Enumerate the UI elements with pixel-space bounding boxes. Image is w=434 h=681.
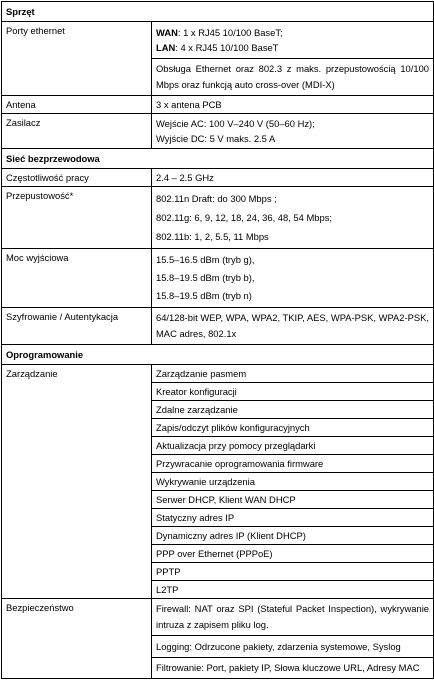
lan-value: : 4 x RJ45 10/100 BaseT bbox=[175, 42, 279, 53]
throughput-b: 802.11b: 1, 2, 5.5, 11 Mbps bbox=[156, 231, 269, 242]
value-power-supply bbox=[152, 114, 434, 149]
throughput-g: 802.11g: 6, 9, 12, 18, 24, 36, 48, 54 Mbps; bbox=[156, 212, 332, 223]
row-output-power bbox=[2, 249, 434, 308]
row-security bbox=[2, 599, 434, 636]
label-security: Bezpieczeństwo bbox=[2, 599, 152, 679]
section-row-hardware bbox=[2, 2, 434, 22]
wan-line bbox=[156, 25, 429, 40]
value-frequency: 2.4 – 2.5 GHz bbox=[152, 169, 434, 187]
section-row-software bbox=[2, 345, 434, 365]
throughput-n: 802.11n Draft: do 300 Mbps ; bbox=[156, 193, 277, 204]
list-item: Aktualizacja przy pomocy przeglądarki bbox=[152, 437, 434, 455]
label-output-power: Moc wyjściowa bbox=[2, 249, 152, 308]
section-title-software: Oprogramowanie bbox=[2, 345, 434, 365]
label-frequency: Częstotliwość pracy bbox=[2, 169, 152, 187]
value-throughput bbox=[152, 187, 434, 249]
list-item: Zapis/odczyt plików konfiguracyjnych bbox=[152, 419, 434, 437]
power-out: Wyjście DC: 5 V maks. 2.5 A bbox=[156, 133, 276, 144]
power-in: Wejście AC: 100 V–240 V (50–60 Hz); bbox=[156, 118, 315, 129]
power-mode-n: 15.8–19.5 dBm (tryb n) bbox=[156, 290, 252, 301]
label-encryption: Szyfrowanie / Autentykacja bbox=[2, 308, 152, 345]
value-ethernet-support: Obsługa Ethernet oraz 802.3 z maks. przepustowością 10/100 Mbps oraz funkcją auto cross-over (MDI-X) bbox=[152, 59, 434, 96]
row-ports bbox=[2, 22, 434, 59]
list-item: L2TP bbox=[152, 581, 434, 599]
row-frequency bbox=[2, 169, 434, 187]
list-item: Serwer DHCP, Klient WAN DHCP bbox=[152, 491, 434, 509]
list-item: Firewall: NAT oraz SPI (Stateful Packet Inspection), wykrywanie intruza z zapisem pliku log. bbox=[152, 599, 434, 636]
wan-key: WAN bbox=[156, 27, 178, 38]
row-throughput bbox=[2, 187, 434, 249]
list-item: Dynamiczny adres IP (Klient DHCP) bbox=[152, 527, 434, 545]
section-row-wireless bbox=[2, 149, 434, 169]
spec-table bbox=[1, 1, 434, 679]
list-item: Kreator konfiguracji bbox=[152, 383, 434, 401]
label-management: Zarządzanie bbox=[2, 365, 152, 599]
list-item: Logging: Odrzucone pakiety, zdarzenia systemowe, Syslog bbox=[152, 636, 434, 658]
lan-key: LAN bbox=[156, 42, 176, 53]
label-power-supply: Zasilacz bbox=[2, 114, 152, 149]
value-encryption: 64/128-bit WEP, WPA, WPA2, TKIP, AES, WPA-PSK, WPA2-PSK, MAC adres, 802.1x bbox=[152, 308, 434, 345]
list-item: Wykrywanie urządzenia bbox=[152, 473, 434, 491]
list-item: Przywracanie oprogramowania firmware bbox=[152, 455, 434, 473]
row-management bbox=[2, 365, 434, 383]
label-antenna: Antena bbox=[2, 96, 152, 114]
list-item: Zdalne zarządzanie bbox=[152, 401, 434, 419]
row-power-supply bbox=[2, 114, 434, 149]
list-item: Zarządzanie pasmem bbox=[152, 365, 434, 383]
value-wan-lan bbox=[152, 22, 434, 59]
list-item: Statyczny adres IP bbox=[152, 509, 434, 527]
section-title-hardware: Sprzęt bbox=[2, 2, 434, 22]
power-mode-g: 15.5–16.5 dBm (tryb g), bbox=[156, 254, 255, 265]
list-item: PPTP bbox=[152, 563, 434, 581]
label-ports: Porty ethernet bbox=[2, 22, 152, 96]
row-antenna bbox=[2, 96, 434, 114]
row-encryption bbox=[2, 308, 434, 345]
label-throughput: Przepustowość* bbox=[2, 187, 152, 249]
list-item: Filtrowanie: Port, pakiety IP, Słowa kluczowe URL, Adresy MAC bbox=[152, 658, 434, 679]
list-item: PPP over Ethernet (PPPoE) bbox=[152, 545, 434, 563]
lan-line bbox=[156, 40, 429, 55]
value-antenna: 3 x antena PCB bbox=[152, 96, 434, 114]
power-mode-b: 15.8–19.5 dBm (tryb b), bbox=[156, 272, 255, 283]
value-output-power bbox=[152, 249, 434, 308]
wan-value: : 1 x RJ45 10/100 BaseT; bbox=[177, 27, 283, 38]
section-title-wireless: Sieć bezprzewodowa bbox=[2, 149, 434, 169]
